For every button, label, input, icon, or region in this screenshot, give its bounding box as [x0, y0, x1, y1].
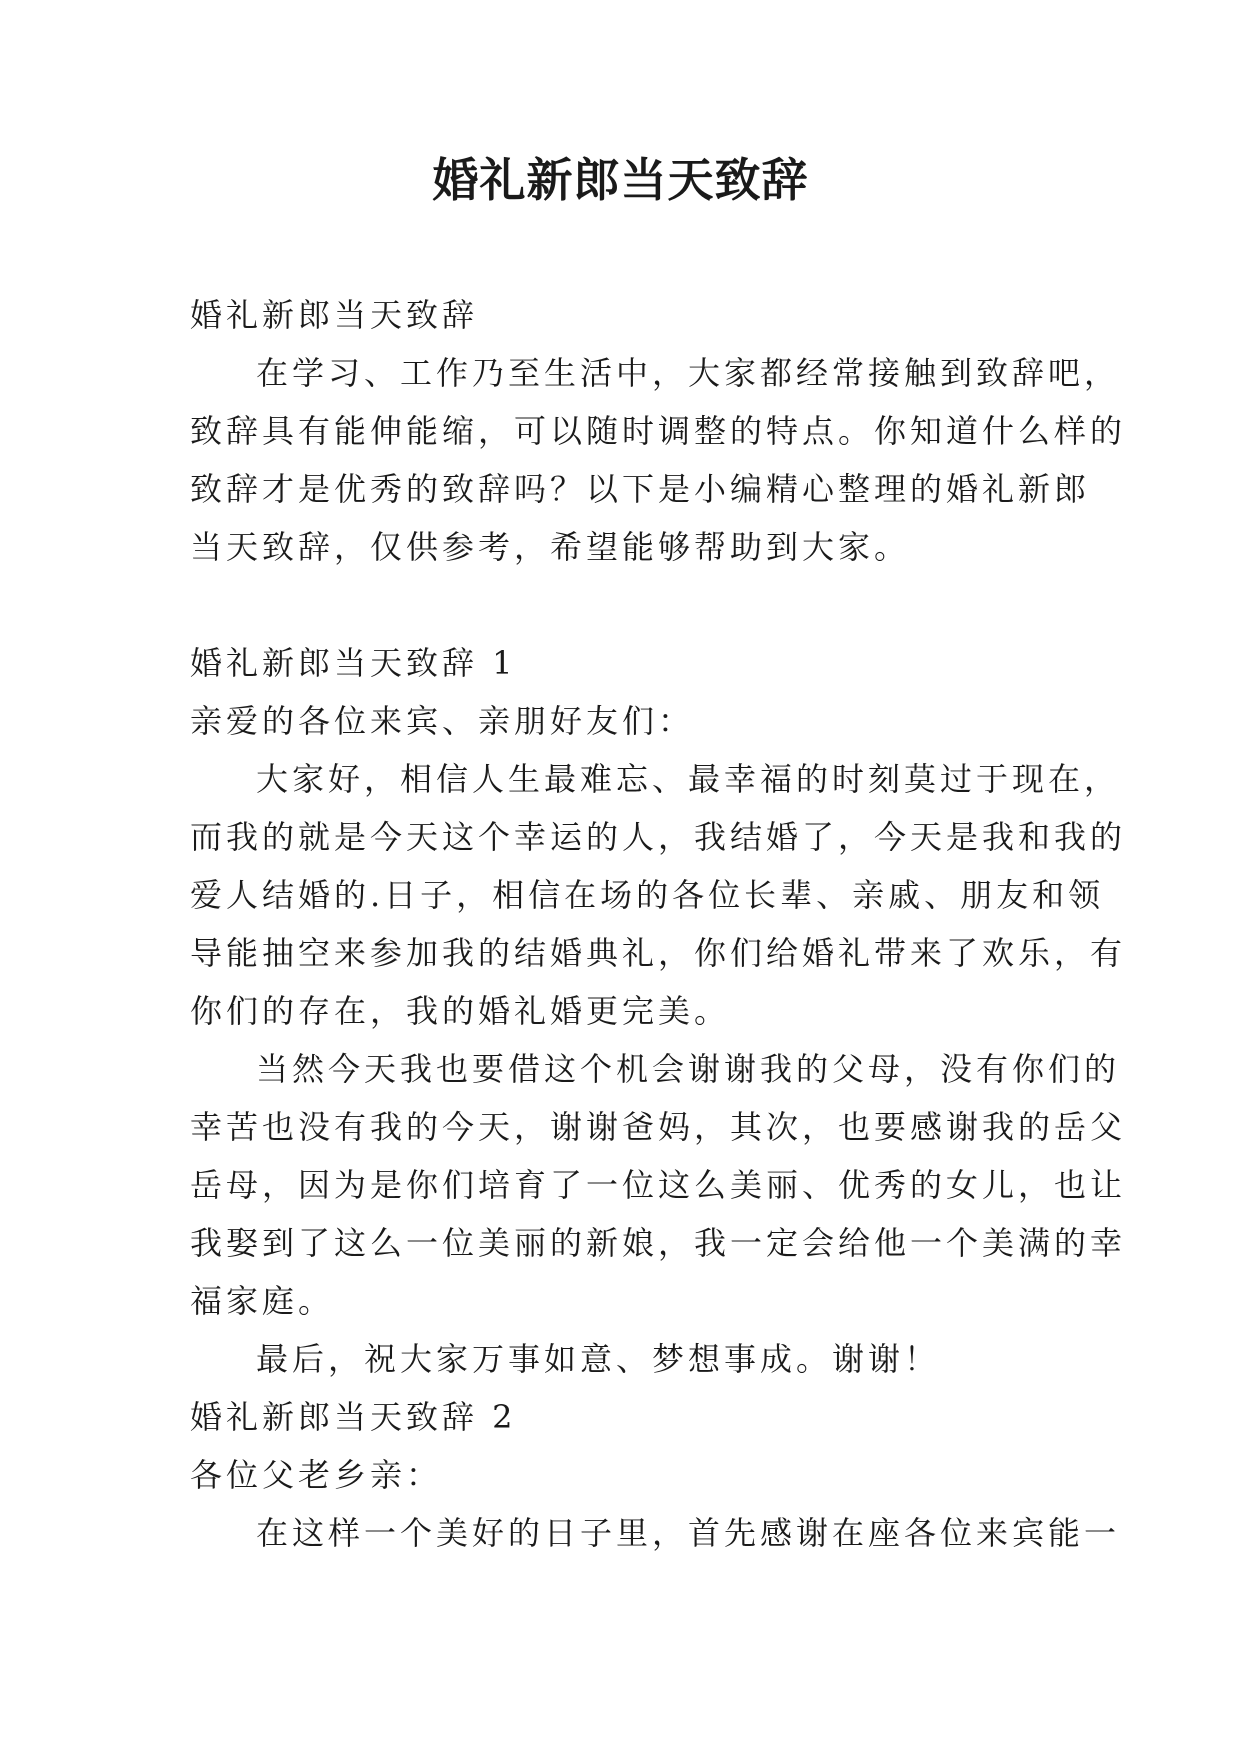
speech1-closing: 最后，祝大家万事如意、梦想事成。谢谢！ [256, 1340, 941, 1378]
subtitle-line: 婚礼新郎当天致辞 [190, 296, 479, 334]
salutation-2: 各位父老乡亲： [190, 1456, 443, 1494]
intro-line-2: 致辞具有能伸能缩，可以随时调整的特点。你知道什么样的 [190, 412, 1127, 450]
intro-line-3: 致辞才是优秀的致辞吗？以下是小编精心整理的婚礼新郎 [190, 470, 1091, 508]
speech1-line-1: 大家好，相信人生最难忘、最幸福的时刻莫过于现在， [256, 760, 1121, 798]
speech1-line-3: 爱人结婚的.日子，相信在场的各位长辈、亲戚、朋友和领 [190, 876, 1105, 914]
speech1-line-10: 福家庭。 [190, 1282, 335, 1320]
document-body [190, 286, 1127, 1562]
section-heading-1: 婚礼新郎当天致辞 1 [190, 644, 517, 682]
salutation-1: 亲爱的各位来宾、亲朋好友们： [190, 702, 695, 740]
speech1-line-8: 岳母，因为是你们培育了一位这么美丽、优秀的女儿，也让 [190, 1166, 1127, 1204]
section-heading-2: 婚礼新郎当天致辞 2 [190, 1398, 517, 1436]
speech2-line-1: 在这样一个美好的日子里，首先感谢在座各位来宾能一 [256, 1514, 1121, 1552]
document-title: 婚礼新郎当天致辞 [432, 153, 809, 207]
speech1-line-5: 你们的存在，我的婚礼婚更完美。 [190, 992, 731, 1030]
speech1-line-6: 当然今天我也要借这个机会谢谢我的父母，没有你们的 [256, 1050, 1121, 1088]
speech1-line-2: 而我的就是今天这个幸运的人，我结婚了，今天是我和我的 [190, 818, 1127, 856]
speech1-line-9: 我娶到了这么一位美丽的新娘，我一定会给他一个美满的幸 [190, 1224, 1127, 1262]
speech1-line-4: 导能抽空来参加我的结婚典礼，你们给婚礼带来了欢乐，有 [190, 934, 1127, 972]
intro-line-1: 在学习、工作乃至生活中，大家都经常接触到致辞吧， [256, 354, 1121, 392]
paragraph-gap [190, 576, 1070, 634]
intro-line-4: 当天致辞，仅供参考，希望能够帮助到大家。 [190, 528, 911, 566]
speech1-line-7: 幸苦也没有我的今天，谢谢爸妈，其次，也要感谢我的岳父 [190, 1108, 1127, 1146]
